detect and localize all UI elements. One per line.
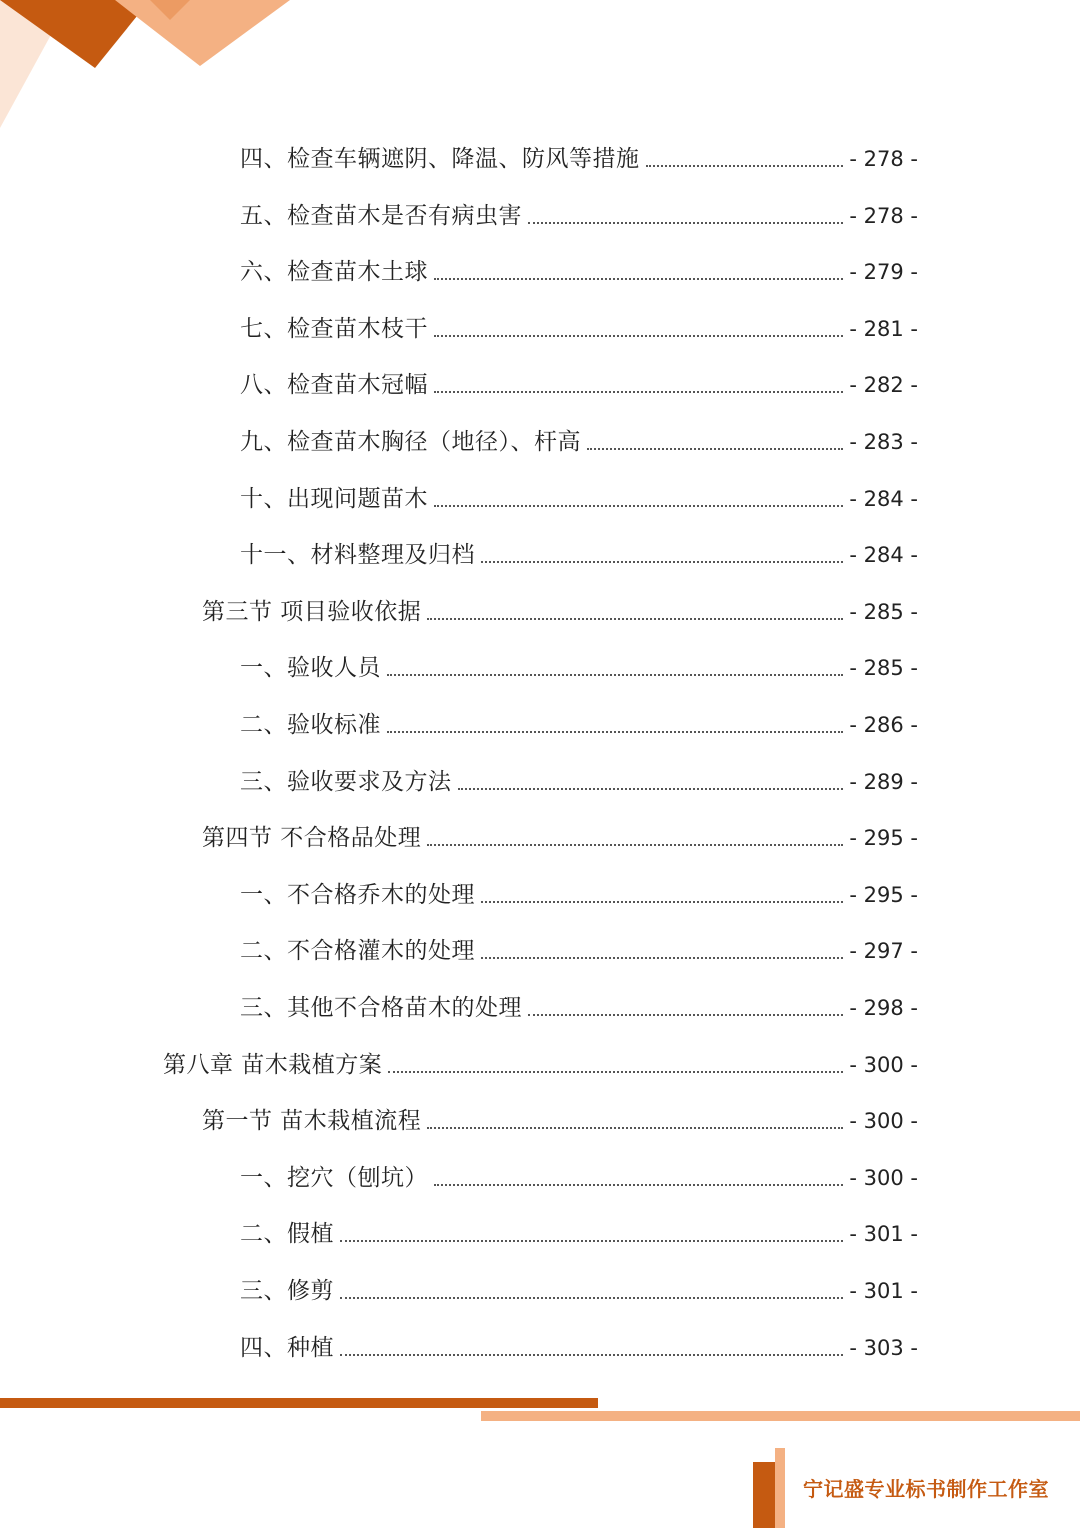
toc-dot-leader xyxy=(434,1184,843,1186)
toc-entry[interactable] xyxy=(202,595,918,629)
toc-entry-title: 三、修剪 xyxy=(240,1278,334,1304)
toc-dot-leader xyxy=(340,1240,843,1242)
toc-entry-page: - 295 - xyxy=(849,883,918,907)
toc-dot-leader xyxy=(388,1071,843,1073)
toc-dot-leader xyxy=(481,561,843,563)
toc-entry-title: 一、挖穴（刨坑） xyxy=(240,1165,428,1191)
toc-dot-leader xyxy=(427,618,843,620)
toc-entry-page: - 300 - xyxy=(849,1166,918,1190)
toc-entry-title: 三、验收要求及方法 xyxy=(240,769,452,795)
toc-entry-page: - 282 - xyxy=(849,373,918,397)
toc-entry-page: - 301 - xyxy=(849,1222,918,1246)
toc-entry[interactable] xyxy=(240,934,918,968)
toc-entry-page: - 278 - xyxy=(849,204,918,228)
toc-entry-page: - 300 - xyxy=(849,1053,918,1077)
brand-block-light xyxy=(775,1448,785,1528)
toc-dot-leader xyxy=(528,222,843,224)
toc-dot-leader xyxy=(387,674,843,676)
toc-entry-page: - 295 - xyxy=(849,826,918,850)
toc-entry-page: - 285 - xyxy=(849,600,918,624)
toc-dot-leader xyxy=(434,391,843,393)
brand-block-dark xyxy=(753,1462,775,1528)
toc-entry[interactable] xyxy=(202,1104,918,1138)
toc-entry-page: - 303 - xyxy=(849,1336,918,1360)
toc-dot-leader xyxy=(458,788,844,790)
toc-entry[interactable] xyxy=(240,425,918,459)
toc-entry-page: - 279 - xyxy=(849,260,918,284)
toc-dot-leader xyxy=(427,844,843,846)
toc-entry-title: 八、检查苗木冠幅 xyxy=(240,372,428,398)
toc-entry-page: - 298 - xyxy=(849,996,918,1020)
footer-bar-dark xyxy=(0,1398,598,1408)
toc-entry-title: 第八章 苗木栽植方案 xyxy=(163,1052,383,1078)
toc-entry-title: 五、检查苗木是否有病虫害 xyxy=(240,203,522,229)
toc-dot-leader xyxy=(340,1297,843,1299)
toc-dot-leader xyxy=(587,448,843,450)
toc-entry[interactable] xyxy=(240,312,918,346)
toc-entry[interactable] xyxy=(240,1331,918,1365)
toc-entry-title: 三、其他不合格苗木的处理 xyxy=(240,995,522,1021)
toc-entry-title: 六、检查苗木土球 xyxy=(240,259,428,285)
toc-entry-page: - 286 - xyxy=(849,713,918,737)
footer-bar-light xyxy=(481,1411,1080,1421)
toc-dot-leader xyxy=(434,335,843,337)
toc-entry-title: 十一、材料整理及归档 xyxy=(240,542,475,568)
toc-dot-leader xyxy=(646,165,844,167)
toc-entry-page: - 284 - xyxy=(849,543,918,567)
toc-dot-leader xyxy=(481,901,843,903)
toc-entry-page: - 278 - xyxy=(849,147,918,171)
toc-dot-leader xyxy=(434,505,843,507)
toc-entry[interactable] xyxy=(163,1048,918,1082)
toc-entry-title: 二、假植 xyxy=(240,1221,334,1247)
toc-entry-title: 第四节 不合格品处理 xyxy=(202,825,422,851)
toc-entry[interactable] xyxy=(240,1161,918,1195)
toc-entry-page: - 284 - xyxy=(849,487,918,511)
toc-entry[interactable] xyxy=(240,1217,918,1251)
toc-entry-title: 第三节 项目验收依据 xyxy=(202,599,422,625)
toc-entry-title: 九、检查苗木胸径（地径）、杆高 xyxy=(240,429,581,455)
toc-entry[interactable] xyxy=(240,708,918,742)
toc-entry-page: - 285 - xyxy=(849,656,918,680)
toc-entry[interactable] xyxy=(240,765,918,799)
toc-dot-leader xyxy=(434,278,843,280)
toc-entry-title: 四、种植 xyxy=(240,1335,334,1361)
toc-entry-title: 二、不合格灌木的处理 xyxy=(240,938,475,964)
toc-entry-page: - 297 - xyxy=(849,939,918,963)
toc-dot-leader xyxy=(528,1014,843,1016)
toc-dot-leader xyxy=(387,731,843,733)
toc-entry[interactable] xyxy=(240,482,918,516)
toc-entry[interactable] xyxy=(240,538,918,572)
toc-entry[interactable] xyxy=(240,651,918,685)
toc-dot-leader xyxy=(427,1127,843,1129)
toc-entry-page: - 281 - xyxy=(849,317,918,341)
toc-entry-title: 十、出现问题苗木 xyxy=(240,486,428,512)
toc-entry[interactable] xyxy=(240,991,918,1025)
brand-name: 宁记盛专业标书制作工作室 xyxy=(803,1477,1049,1501)
toc-entry-page: - 301 - xyxy=(849,1279,918,1303)
toc-entry-title: 一、不合格乔木的处理 xyxy=(240,882,475,908)
toc-entry[interactable] xyxy=(240,255,918,289)
toc-entry-title: 四、检查车辆遮阴、降温、防风等措施 xyxy=(240,146,640,172)
toc-entry-page: - 289 - xyxy=(849,770,918,794)
toc-entry-title: 第一节 苗木栽植流程 xyxy=(202,1108,422,1134)
toc-entry[interactable] xyxy=(240,199,918,233)
corner-decoration xyxy=(0,0,300,130)
toc-entry-title: 一、验收人员 xyxy=(240,655,381,681)
toc-entry[interactable] xyxy=(240,142,918,176)
toc-entry-title: 二、验收标准 xyxy=(240,712,381,738)
toc-entry[interactable] xyxy=(240,368,918,402)
toc-dot-leader xyxy=(340,1354,843,1356)
toc-entry[interactable] xyxy=(240,1274,918,1308)
toc-entry-title: 七、检查苗木枝干 xyxy=(240,316,428,342)
toc-entry[interactable] xyxy=(240,878,918,912)
toc-entry[interactable] xyxy=(202,821,918,855)
toc-entry-page: - 300 - xyxy=(849,1109,918,1133)
toc-entry-page: - 283 - xyxy=(849,430,918,454)
toc-dot-leader xyxy=(481,957,843,959)
